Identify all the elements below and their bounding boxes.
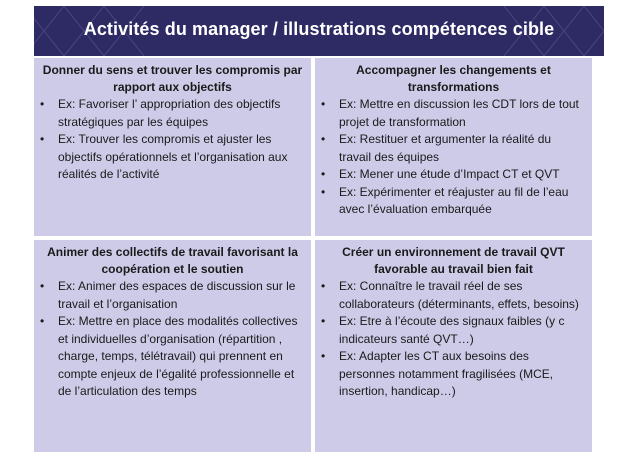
list-item-text: Ex: Adapter les CT aux besoins des personnes notamment fragilisées (MCE, insertion, handicap…) [339, 349, 554, 398]
list-item-text: Ex: Restituer et argumenter la réalité du travail des équipes [339, 132, 552, 164]
bullet-icon: • [40, 279, 45, 293]
bullet-icon: • [40, 97, 45, 111]
list-item [321, 278, 586, 313]
list-item [321, 166, 586, 184]
page-title: Activités du manager / illustrations compétences cible [83, 19, 555, 39]
bullet-icon: • [321, 279, 326, 293]
list-item-text: Ex: Connaître le travail réel de ses collaborateurs (déterminants, effets, besoins) [339, 279, 579, 311]
list-item [321, 313, 586, 348]
example-list [321, 278, 586, 401]
list-item-text: Ex: Favoriser l’ appropriation des objectifs stratégiques par les équipes [58, 97, 281, 129]
quadrant-changements [315, 58, 592, 236]
list-item [321, 131, 586, 166]
example-list [40, 278, 305, 401]
bullet-icon: • [40, 132, 45, 146]
bullet-icon: • [321, 132, 326, 146]
list-item [40, 278, 305, 313]
bullet-icon: • [321, 97, 326, 111]
list-item [40, 313, 305, 401]
example-list [40, 96, 305, 184]
quadrant-heading: Créer un environnement de travail QVT favorable au travail bien fait [342, 245, 565, 276]
title-banner [34, 6, 604, 56]
list-item-text: Ex: Expérimenter et réajuster au fil de l’eau avec l’évaluation embarquée [339, 184, 569, 216]
bullet-icon: • [40, 314, 45, 328]
example-list [321, 96, 586, 219]
list-item-text: Ex: Etre à l’écoute des signaux faibles (y c indicateurs santé QVT…) [339, 314, 565, 346]
bullet-icon: • [321, 349, 326, 363]
list-item-text: Ex: Animer des espaces de discussion sur le travail et l’organisation [58, 279, 296, 311]
list-item-text: Ex: Trouver les compromis et ajuster les objectifs opérationnels et l’organisation aux réalités de l’activité [58, 132, 288, 181]
list-item [321, 96, 586, 131]
list-item-text: Ex: Mettre en place des modalités collectives et individuelles d’organisation (répartition , charge, temps, télétravail) qui prennent en compte enjeux de l’égalité professionnelle et de l’articulation des temps [58, 314, 298, 398]
quadrant-heading: Donner du sens et trouver les compromis par rapport aux objectifs [42, 63, 303, 94]
quadrant-sens-compromis [34, 58, 311, 236]
list-item-text: Ex: Mettre en discussion les CDT lors de tout projet de transformation [339, 97, 579, 129]
quadrant-grid [34, 58, 604, 452]
list-item [321, 184, 586, 219]
bullet-icon: • [321, 314, 326, 328]
list-item [40, 131, 305, 184]
bullet-icon: • [321, 167, 326, 181]
list-item [321, 348, 586, 401]
quadrant-heading: Accompagner les changements et transformations [356, 63, 551, 94]
bullet-icon: • [321, 184, 326, 199]
list-item [40, 96, 305, 131]
list-item-text: Ex: Mener une étude d’Impact CT et QVT [339, 167, 560, 181]
quadrant-collectifs [34, 240, 311, 452]
quadrant-heading: Animer des collectifs de travail favorisant la coopération et le soutien [47, 245, 298, 276]
quadrant-environnement-qvt [315, 240, 592, 452]
